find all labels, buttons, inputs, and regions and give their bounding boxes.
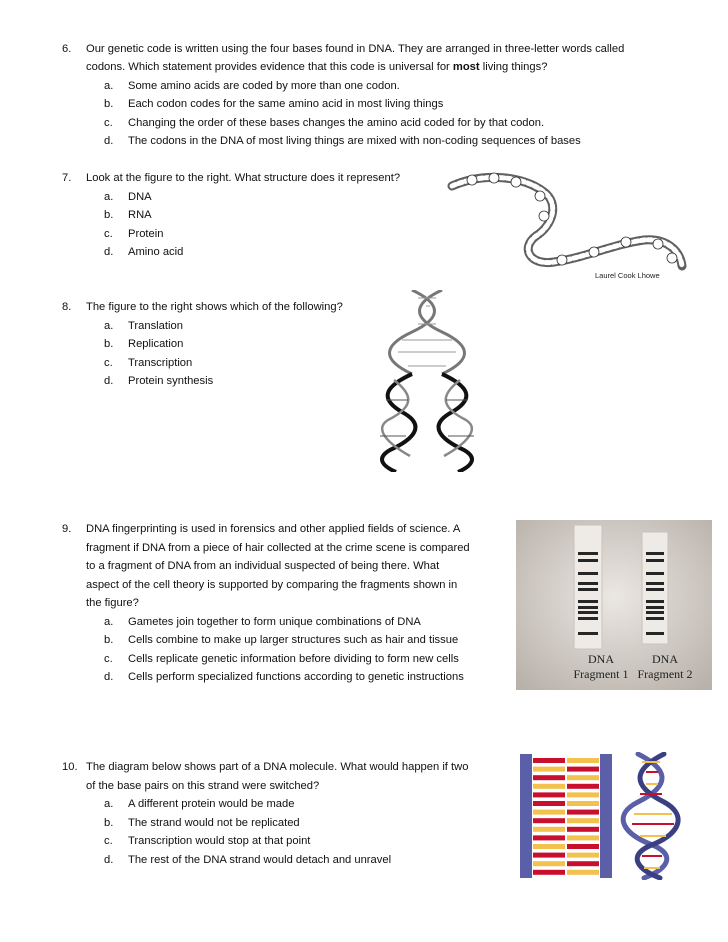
question-number: 9. xyxy=(62,523,72,535)
option-letter: d. xyxy=(104,375,114,387)
question-text-line: Our genetic code is written using the four bases found in DNA. They are arranged in three-letter words called xyxy=(86,43,625,55)
option-letter: b. xyxy=(104,634,114,646)
base-right xyxy=(567,844,599,849)
base-left xyxy=(533,792,565,797)
base-left xyxy=(533,818,565,823)
question-text-line: The diagram below shows part of a DNA molecule. What would happen if two xyxy=(86,761,469,773)
question-text-line: codons. Which statement provides evidence that this code is universal for most living things? xyxy=(86,61,548,73)
emphasis-most: most xyxy=(452,61,480,73)
base-left xyxy=(533,758,565,763)
base-left xyxy=(533,784,565,789)
question-text-line: to a fragment of DNA from an individual suspected of being there. What xyxy=(86,560,440,572)
option-letter: d. xyxy=(104,854,114,866)
question-text-line: aspect of the cell theory is supported by comparing the fragments shown in xyxy=(86,579,458,591)
base-left xyxy=(533,810,565,815)
lane-label-1: DNA Fragment 1 xyxy=(573,652,629,681)
dna-helix-figure xyxy=(620,752,686,880)
option-letter: a. xyxy=(104,798,114,810)
base-left xyxy=(533,827,565,832)
option-letter: c. xyxy=(104,117,113,129)
base-right xyxy=(567,818,599,823)
question-text-line: Look at the figure to the right. What structure does it represent? xyxy=(86,172,401,184)
option-text: Cells replicate genetic information before dividing to form new cells xyxy=(128,653,459,665)
base-right xyxy=(567,870,599,875)
base-right xyxy=(567,801,599,806)
option-text: Gametes join together to form unique combinations of DNA xyxy=(128,616,421,628)
option-text: Protein xyxy=(128,228,164,240)
option-letter: a. xyxy=(104,616,114,628)
question-text-line: The figure to the right shows which of the following? xyxy=(86,301,343,313)
option-text: Each codon codes for the same amino acid in most living things xyxy=(128,98,444,110)
dna-replication-figure xyxy=(372,290,498,472)
option-text: Cells perform specialized functions according to genetic instructions xyxy=(128,671,464,683)
base-right xyxy=(567,784,599,789)
question-number: 8. xyxy=(62,301,72,313)
base-left xyxy=(533,767,565,772)
option-letter: a. xyxy=(104,80,114,92)
base-left xyxy=(533,775,565,780)
figure-credit: Laurel Cook Lhowe xyxy=(595,271,660,280)
dna-replication-drawing xyxy=(372,290,498,472)
lane-label-2: DNA Fragment 2 xyxy=(637,652,693,681)
dna-ladder-drawing xyxy=(516,752,616,880)
base-left xyxy=(533,835,565,840)
option-text: DNA xyxy=(128,191,152,203)
option-text: Protein synthesis xyxy=(128,375,214,387)
base-right xyxy=(567,853,599,858)
option-letter: a. xyxy=(104,320,114,332)
question-number: 7. xyxy=(62,172,72,184)
option-text: Transcription would stop at that point xyxy=(128,835,311,847)
question-text-line: the figure? xyxy=(86,597,139,609)
question-number: 10. xyxy=(62,761,78,773)
option-text: A different protein would be made xyxy=(128,798,295,810)
option-text: The codons in the DNA of most living things are mixed with non-coding sequences of bases xyxy=(128,135,581,147)
base-right xyxy=(567,775,599,780)
rna-strand-drawing xyxy=(444,170,688,288)
dna-fingerprint-gel-figure xyxy=(516,520,712,690)
option-text: Some amino acids are coded by more than one codon. xyxy=(128,80,400,92)
option-letter: d. xyxy=(104,135,114,147)
option-text: The rest of the DNA strand would detach and unravel xyxy=(128,854,392,866)
option-letter: d. xyxy=(104,246,114,258)
option-text: Amino acid xyxy=(128,246,184,258)
question-number: 6. xyxy=(62,43,72,55)
option-letter: c. xyxy=(104,835,113,847)
base-left xyxy=(533,801,565,806)
option-text: Changing the order of these bases changes the amino acid coded for by that codon. xyxy=(128,117,545,129)
option-letter: a. xyxy=(104,191,114,203)
base-left xyxy=(533,870,565,875)
base-left xyxy=(533,844,565,849)
option-letter: c. xyxy=(104,228,113,240)
question-text-line: DNA fingerprinting is used in forensics and other applied fields of science. A xyxy=(86,523,461,535)
base-right xyxy=(567,827,599,832)
option-letter: c. xyxy=(104,357,113,369)
base-right xyxy=(567,835,599,840)
option-text: RNA xyxy=(128,209,152,221)
option-letter: b. xyxy=(104,817,114,829)
base-right xyxy=(567,810,599,815)
base-left xyxy=(533,861,565,866)
option-letter: d. xyxy=(104,671,114,683)
option-letter: b. xyxy=(104,98,114,110)
option-letter: b. xyxy=(104,209,114,221)
option-text: Replication xyxy=(128,338,184,350)
question-text-line: fragment if DNA from a piece of hair collected at the crime scene is compared xyxy=(86,542,470,554)
question-text-line: of the base pairs on this strand were switched? xyxy=(86,780,320,792)
base-right xyxy=(567,861,599,866)
base-left xyxy=(533,853,565,858)
rna-strand-figure xyxy=(444,170,688,288)
option-text: The strand would not be replicated xyxy=(128,817,300,829)
base-right xyxy=(567,758,599,763)
option-text: Cells combine to make up larger structures such as hair and tissue xyxy=(128,634,459,646)
dna-ladder-figure xyxy=(516,752,616,880)
option-text: Transcription xyxy=(128,357,193,369)
option-letter: b. xyxy=(104,338,114,350)
option-text: Translation xyxy=(128,320,183,332)
base-right xyxy=(567,767,599,772)
base-right xyxy=(567,792,599,797)
option-letter: c. xyxy=(104,653,113,665)
dna-helix-drawing xyxy=(620,752,686,880)
